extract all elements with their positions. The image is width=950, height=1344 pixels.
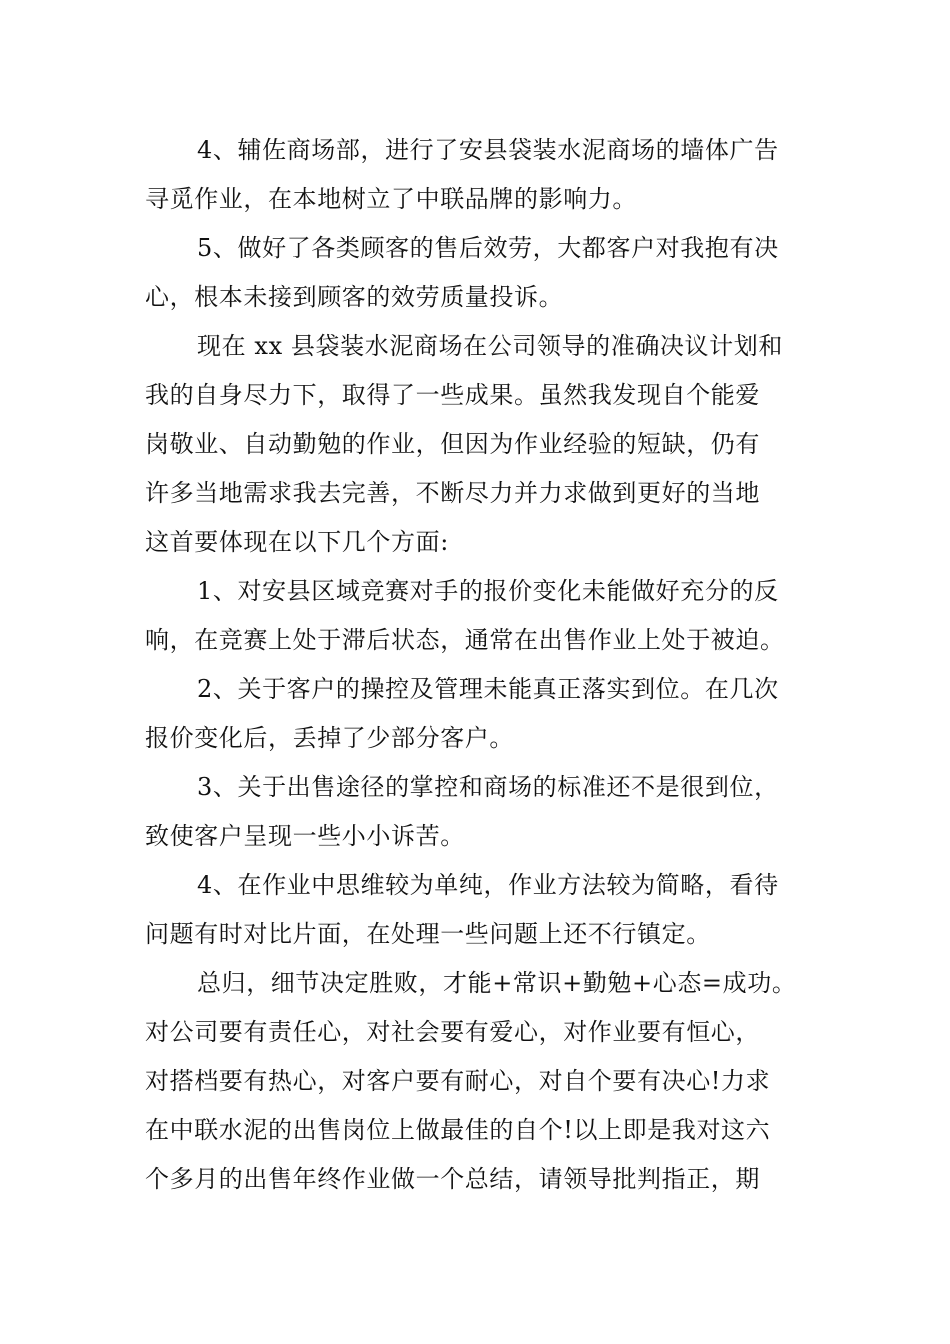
text-line: 心，根本未接到顾客的效劳质量投诉。: [145, 283, 564, 311]
text-line: 对公司要有责任心，对社会要有爱心，对作业要有恒心，: [145, 1018, 760, 1046]
text-line: 4、辅佐商场部，进行了安县袋装水泥商场的墙体广告: [197, 136, 779, 164]
text-line: 问题有时对比片面，在处理一些问题上还不行镇定。: [145, 920, 711, 948]
document-page: [145, 126, 810, 1204]
text-line: 致使客户呈现一些小小诉苦。: [145, 822, 465, 850]
text-line: 现在 xx 县袋装水泥商场在公司领导的准确决议计划和: [197, 332, 783, 360]
text-line: 报价变化后，丢掉了少部分客户。: [145, 724, 514, 752]
text-line: 5、做好了各类顾客的售后效劳，大都客户对我抱有决: [197, 234, 779, 262]
text-line: 4、在作业中思维较为单纯，作业方法较为简略，看待: [197, 871, 779, 899]
text-line: 总归，细节决定胜败，才能+常识+勤勉+心态=成功。: [197, 969, 797, 997]
text-line: 对搭档要有热心，对客户要有耐心，对自个要有决心!力求: [145, 1067, 771, 1095]
text-line: 3、关于出售途径的掌控和商场的标准还不是很到位，: [197, 773, 779, 801]
text-line: 岗敬业、自动勤勉的作业，但因为作业经验的短缺，仍有: [145, 430, 760, 458]
text-line: 在中联水泥的出售岗位上做最佳的自个!以上即是我对这六: [145, 1116, 771, 1144]
text-line: 个多月的出售年终作业做一个总结，请领导批判指正，期: [145, 1165, 760, 1193]
text-line: 这首要体现在以下几个方面:: [145, 528, 449, 556]
text-line: 许多当地需求我去完善，不断尽力并力求做到更好的当地: [145, 479, 760, 507]
text-line: 1、对安县区域竞赛对手的报价变化未能做好充分的反: [197, 577, 779, 605]
text-line: 寻觅作业，在本地树立了中联品牌的影响力。: [145, 185, 637, 213]
text-line: 2、关于客户的操控及管理未能真正落实到位。在几次: [197, 675, 779, 703]
text-line: 响，在竞赛上处于滞后状态，通常在出售作业上处于被迫。: [145, 626, 785, 654]
text-line: 我的自身尽力下，取得了一些成果。虽然我发现自个能爱: [145, 381, 760, 409]
